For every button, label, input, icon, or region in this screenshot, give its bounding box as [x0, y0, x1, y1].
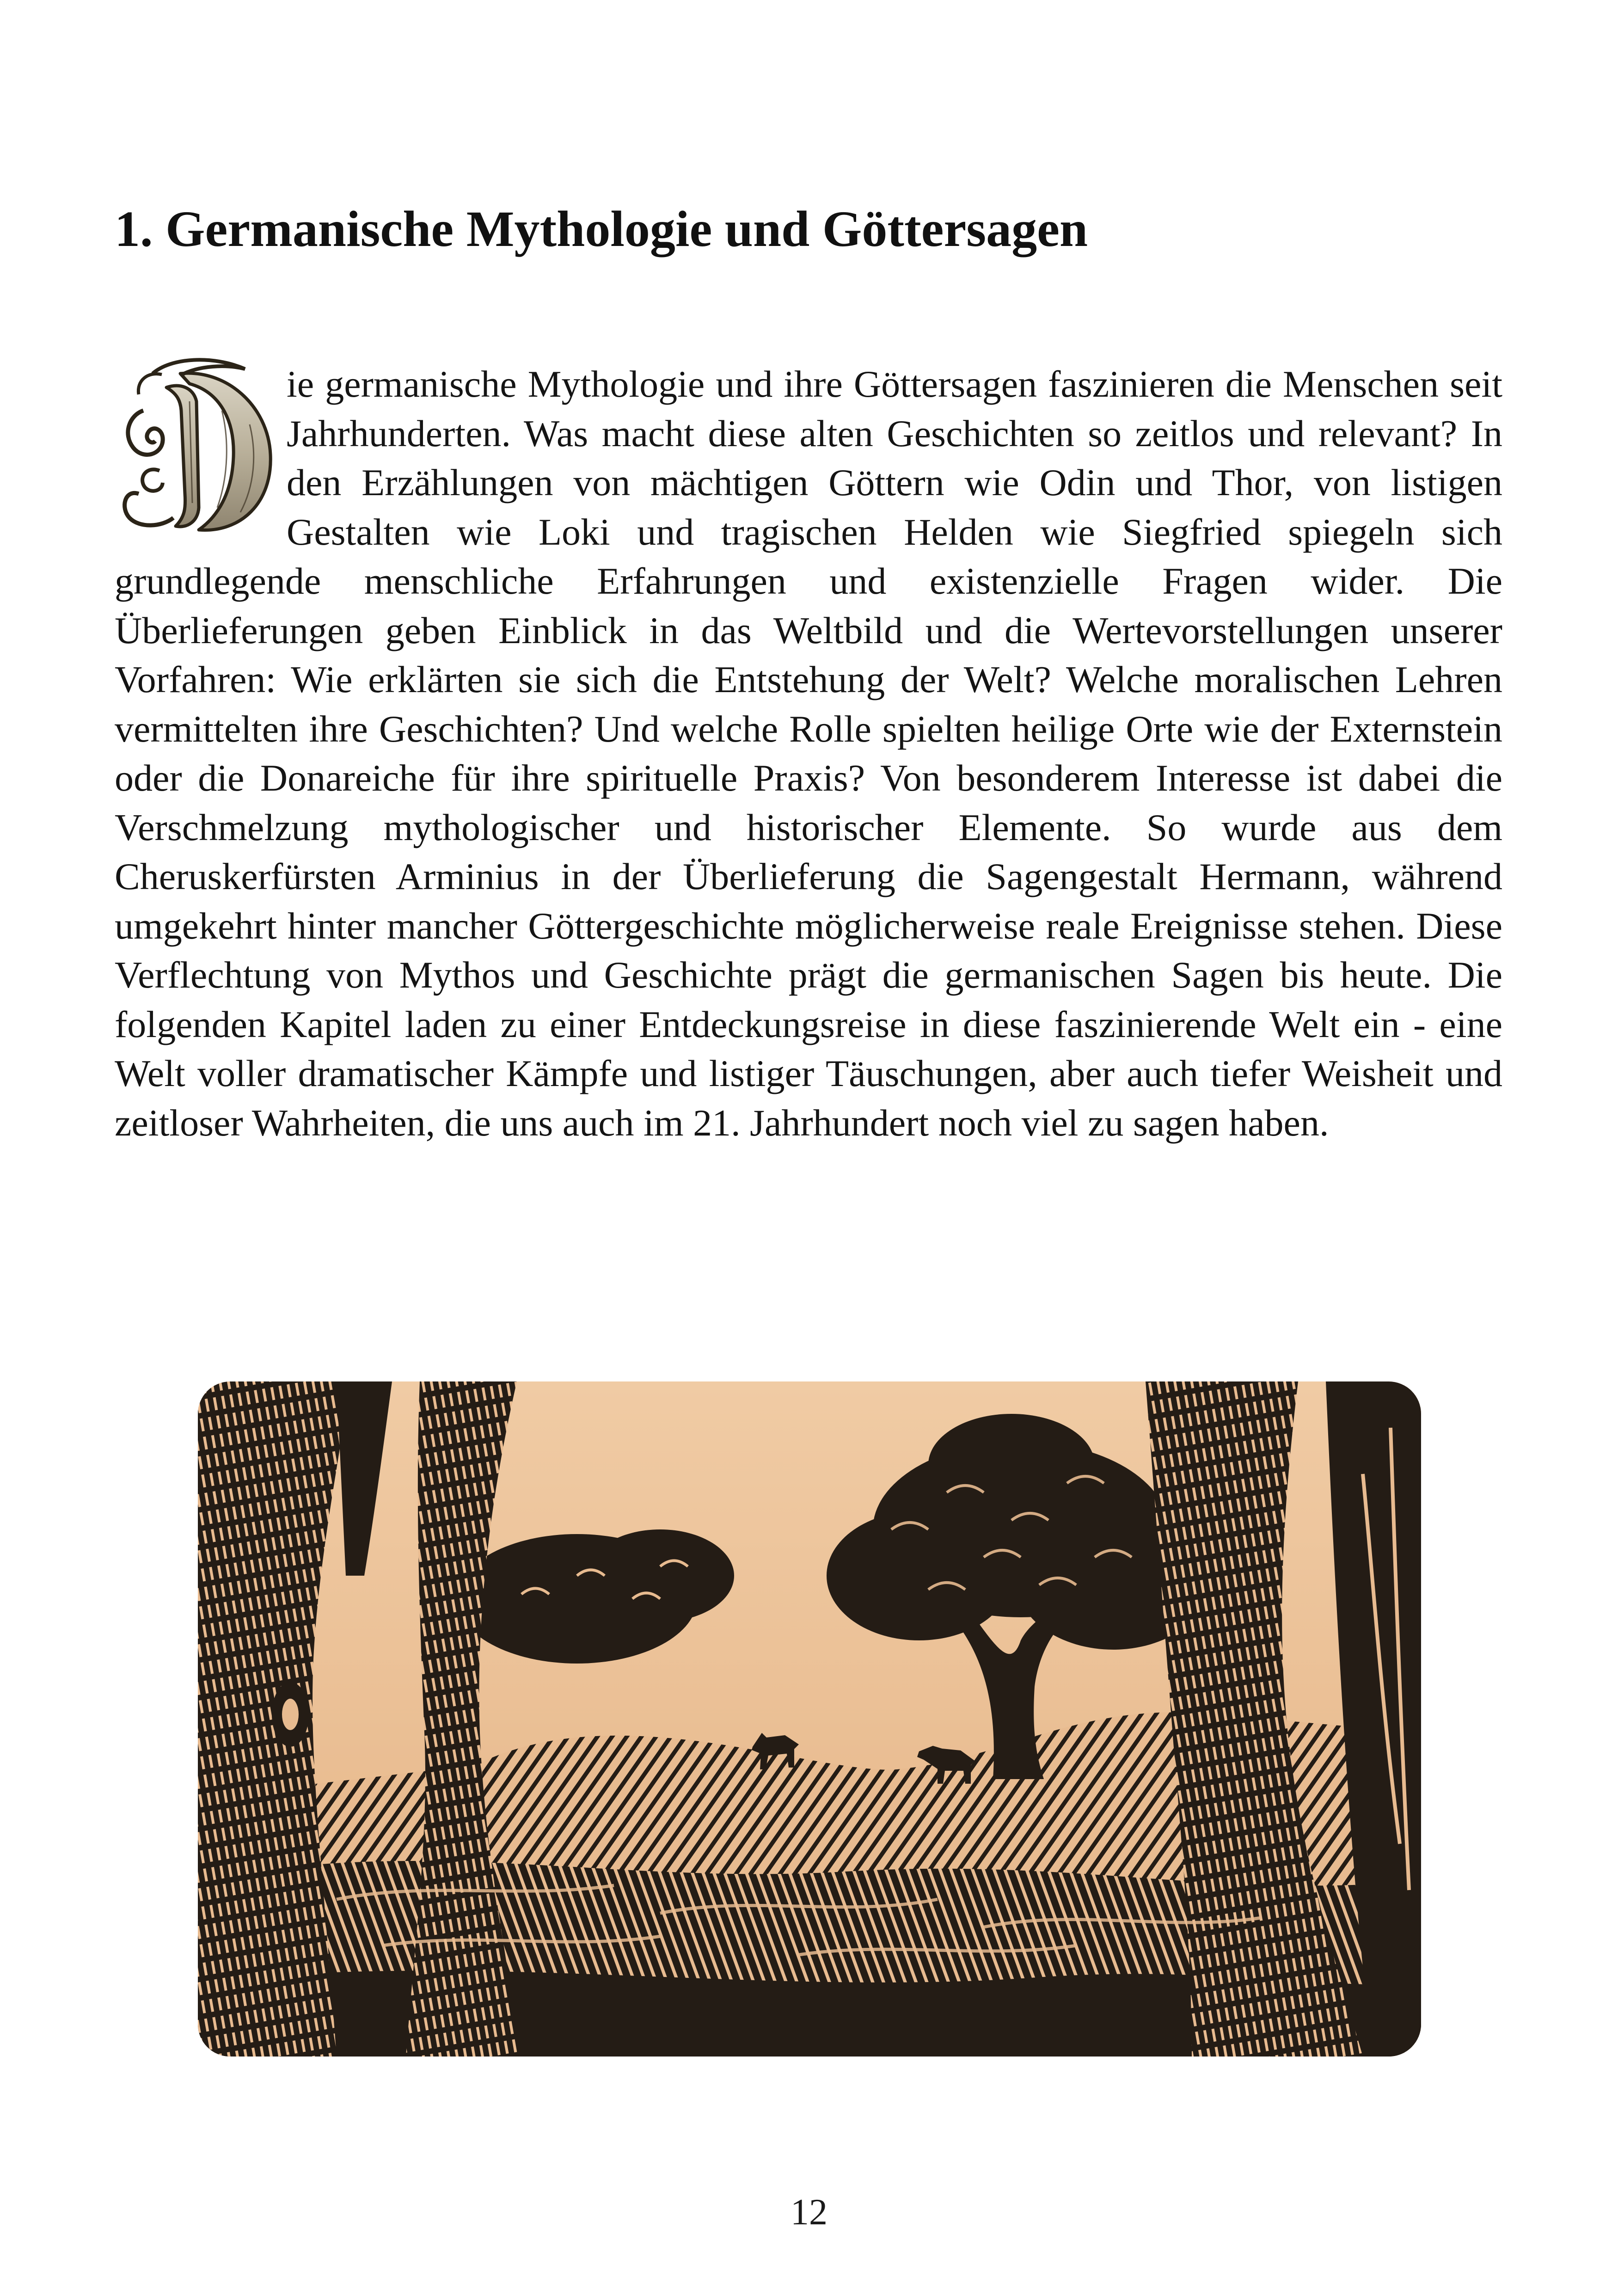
- chapter-heading: 1. Germanische Mythologie und Göttersagen: [115, 201, 1088, 257]
- forest-woodcut-image: [198, 1381, 1421, 2057]
- intro-text: ie germanische Mythologie und ihre Göttersagen faszinieren die Menschen seit Jahrhunderten. Was macht diese alten Geschichten so zeitlos und relevant? In den Erzählungen von mächtigen Göttern wie Odin und Thor, von listigen Gestalten wie Loki und tragischen Helden wie Siegfried spiegeln sich grundlegende menschliche Erfahrungen und existenzielle Fragen wider. Die Überlieferungen geben Einblick in das Weltbild und die Wertevorstellungen unserer Vorfahren: Wie erklärten sie sich die Entstehung der Welt? Welche moralischen Lehren vermittelten ihre Geschichten? Und welche Rolle spielten heilige Orte wie der Externstein oder die Donareiche für ihre spirituelle Praxis? Von besonderem Interesse ist dabei die Verschmelzung mythologischer und historischer Elemente. So wurde aus dem Cheruskerfürsten Arminius in der Überlieferung die Sagengestalt Hermann, während umgekehrt hinter mancher Göttergeschichte möglicherweise reale Ereignisse stehen. Diese Verflechtung von Mythos und Geschichte prägt die germanischen Sagen bis heute. Die folgenden Kapitel laden zu einer Entdeckungsreise in diese faszinierende Welt ein - eine Welt voller dramatischer Kämpfe und listiger Täuschungen, aber auch tiefer Weisheit und zeitloser Wahrheiten, die uns auch im 21. Jahrhundert noch viel zu sagen haben.: [115, 363, 1502, 1144]
- page-number: 12: [791, 2192, 827, 2233]
- drop-cap-letter: [111, 355, 282, 538]
- woodcut-illustration: [198, 1381, 1421, 2057]
- intro-paragraph: [115, 360, 1502, 1148]
- ornate-d-initial-icon: [111, 355, 282, 538]
